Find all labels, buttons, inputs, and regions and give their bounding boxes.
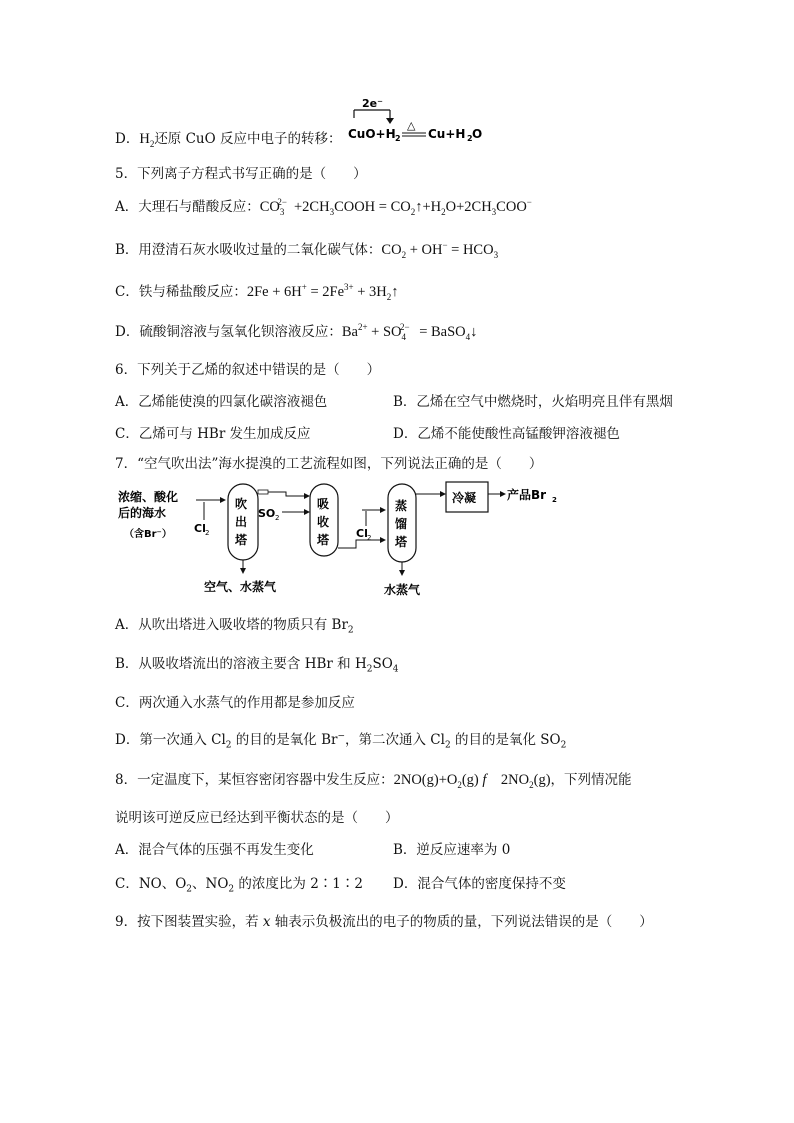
svg-text:O: O	[472, 127, 483, 141]
electron-label: 2e⁻	[362, 97, 383, 110]
q6-option-a: A．乙烯能使溴的四氯化碳溶液褪色	[115, 394, 328, 410]
svg-text:后的海水: 后的海水	[118, 506, 167, 520]
svg-text:2: 2	[275, 514, 280, 522]
svg-text:空气、水蒸气: 空气、水蒸气	[204, 580, 277, 594]
svg-text:塔: 塔	[235, 533, 248, 547]
q9-stem: 9．按下图装置实验，若 x 轴表示负极流出的电子的物质的量，下列说法错误的是（ ）	[115, 914, 653, 930]
svg-text:水蒸气: 水蒸气	[384, 583, 421, 597]
svg-text:出: 出	[235, 515, 248, 529]
svg-text:Cu+H: Cu+H	[428, 127, 466, 141]
q8-option-b: B．逆反应速率为 0	[393, 842, 511, 858]
svg-text:收: 收	[317, 515, 330, 529]
svg-text:塔: 塔	[395, 535, 408, 549]
q6-option-b: B．乙烯在空气中燃烧时，火焰明亮且伴有黑烟	[393, 394, 673, 410]
svg-text:2: 2	[367, 534, 372, 542]
q6-option-d: D．乙烯不能使酸性高锰酸钾溶液褪色	[393, 426, 620, 442]
svg-text:塔: 塔	[317, 533, 330, 547]
svg-text:Cl: Cl	[194, 522, 206, 535]
svg-text:SO: SO	[258, 507, 276, 520]
q5-option-b: B．用澄清石灰水吸收过量的二氧化碳气体：$CO_2 + OH^- = HCO_3$	[115, 240, 499, 260]
svg-text:吹: 吹	[235, 497, 248, 511]
q8-option-c: C．NO、$O_2$、$NO_2$ 的浓度比为 2∶1∶2	[115, 876, 363, 895]
q6-option-c: C．乙烯可与 HBr 发生加成反应	[115, 426, 311, 442]
svg-text:2: 2	[395, 134, 401, 143]
svg-text:2: 2	[552, 496, 557, 504]
q5-option-a: A．大理石与醋酸反应：$CO_3^{2-}$ $+2CH_3COOH$ = $CO_2↑+H_2O+2CH_3COO^-$	[115, 197, 532, 217]
q5-option-d: D．硫酸铜溶液与氢氧化钡溶液反应：$Ba^{2+} + SO_4^{2-}$ = BaSO$_4$↓	[115, 322, 478, 342]
q5-stem: 5．下列离子方程式书写正确的是（ ）	[115, 166, 367, 182]
svg-text:吸: 吸	[317, 497, 330, 511]
q7-option-d: D．第一次通入 $Cl_2$ 的目的是氧化 Br−，第二次通入 $Cl_2$ 的目的是氧化 $SO_2$	[115, 731, 567, 751]
svg-text:产品Br: 产品Br	[507, 488, 547, 502]
q4-option-d: D．$H_2$还原 CuO 反应中电子的转移：	[115, 131, 342, 149]
svg-text:（含Br⁻）: （含Br⁻）	[124, 529, 172, 540]
q8-stem-line2: 说明该可逆反应已经达到平衡状态的是（ ）	[115, 810, 399, 826]
svg-text:蒸: 蒸	[395, 499, 408, 513]
bromine-process-diagram	[116, 478, 566, 608]
svg-text:CuO+H: CuO+H	[348, 127, 396, 141]
electron-transfer-diagram	[348, 96, 488, 144]
svg-text:△: △	[407, 119, 416, 132]
q5-option-c: C．铁与稀盐酸反应：$2Fe + 6H^+ = 2Fe^{3+}$ + $3H_2↑$	[115, 282, 399, 302]
svg-text:2: 2	[467, 134, 473, 143]
q7-stem: 7．“空气吹出法”海水提溴的工艺流程如图，下列说法正确的是（ ）	[115, 456, 543, 472]
svg-text:馏: 馏	[395, 517, 408, 531]
q8-option-d: D．混合气体的密度保持不变	[393, 876, 566, 892]
svg-text:浓缩、酸化: 浓缩、酸化	[118, 490, 179, 504]
svg-text:2: 2	[205, 529, 210, 537]
q8-option-a: A．混合气体的压强不再发生变化	[115, 842, 314, 858]
q7-option-a: A．从吹出塔进入吸收塔的物质只有 $Br_2$	[115, 617, 354, 636]
svg-text:Cl: Cl	[356, 527, 368, 540]
q7-option-b: B．从吸收塔流出的溶液主要含 HBr 和 $H_2SO_4$	[115, 656, 399, 675]
svg-text:冷凝: 冷凝	[452, 491, 477, 505]
q7-option-c: C．两次通入水蒸气的作用都是参加反应	[115, 695, 355, 711]
q6-stem: 6．下列关于乙烯的叙述中错误的是（ ）	[115, 362, 381, 378]
q8-stem-line1: 8．一定温度下，某恒容密闭容器中发生反应：$2NO(g)+O_2(g)$ f $2NO_2(g)$，下列情况能	[115, 772, 632, 790]
